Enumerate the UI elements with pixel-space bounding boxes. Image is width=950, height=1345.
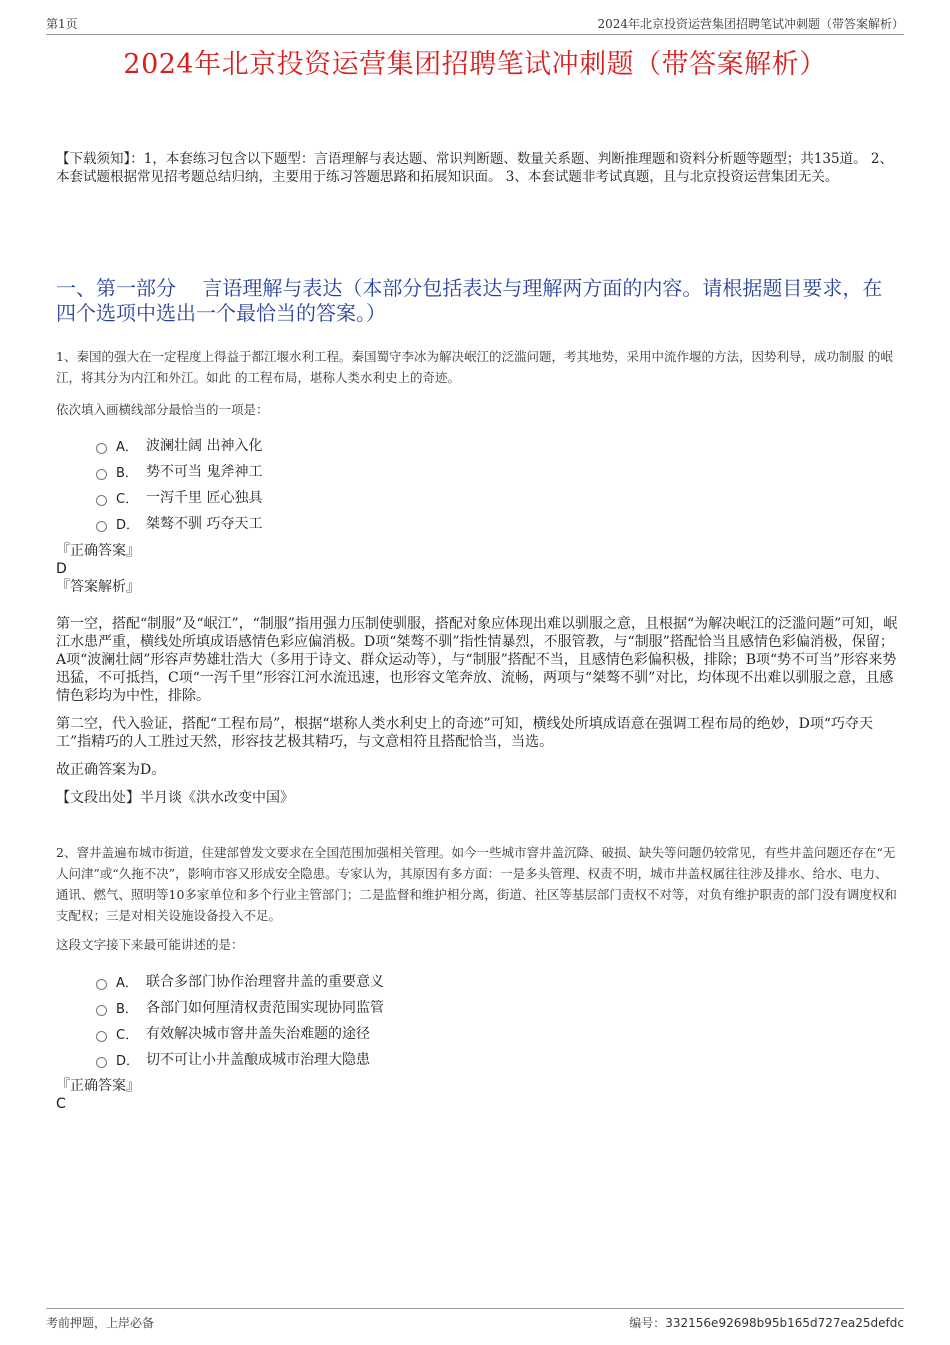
option-text: 各部门如何厘清权责范围实现协同监管 [146, 1000, 384, 1016]
radio-icon[interactable] [96, 495, 107, 506]
question-2-prompt: 这段文字接下来最可能讲述的是： [56, 937, 244, 952]
question-2-answer-block [56, 1077, 898, 1113]
option-text: 波澜壮阔 出神入化 [146, 438, 263, 454]
option-text: 切不可让小井盖酿成城市治理大隐患 [146, 1052, 370, 1068]
question-1-option-c[interactable]: C． 一泻千里 匠心独具 [96, 484, 262, 510]
correct-answer-label: 『正确答案』 [56, 1078, 140, 1094]
question-2-option-b[interactable]: B． 各部门如何厘清权责范围实现协同监管 [96, 994, 384, 1020]
question-1-answer-block [56, 542, 898, 596]
question-1-stem: 1、秦国的强大在一定程度上得益于都江堰水利工程。秦国蜀守李冰为解决岷江的泛滥问题，考其地势，采用中流作堰的方法，因势利导，成功制服 的岷江，将其分为内江和外江。如此 的工程布局，堪称人类水利史上的奇迹。 [56, 349, 893, 385]
radio-icon[interactable] [96, 1005, 107, 1016]
question-1-option-a[interactable]: A． 波澜壮阔 出神入化 [96, 432, 262, 458]
correct-answer: D [56, 561, 67, 577]
radio-icon[interactable] [96, 979, 107, 990]
page-number: 第1页 [46, 17, 78, 31]
radio-icon[interactable] [96, 443, 107, 454]
radio-icon[interactable] [96, 469, 107, 480]
header-doc-title: 2024年北京投资运营集团招聘笔试冲刺题（带答案解析） [597, 17, 904, 31]
analysis-paragraph: 第二空，代入验证，搭配“工程布局”，根据“堪称人类水利史上的奇迹”可知，横线处所填成语意在强调工程布局的绝妙，D项“巧夺天工”指精巧的人工胜过天然，形容技艺极其精巧，与文意相符且搭配恰当，当选。 [56, 716, 874, 750]
option-text: 联合多部门协作治理窨井盖的重要意义 [146, 974, 384, 990]
question-1-prompt: 依次填入画横线部分最恰当的一项是： [56, 402, 269, 417]
question-1-analysis [56, 615, 898, 817]
question-2-stem: 2、窨井盖遍布城市街道，住建部曾发文要求在全国范围加强相关管理。如今一些城市窨井盖沉降、破损、缺失等问题仍较常见，有些井盖问题还存在“无人问津”或“久拖不决”，影响市容又形成安全隐患。专家认为，其原因有多方面：一是多头管理、权责不明，城市井盖权属往往涉及排水、给水、电力、通讯、燃气、照明等10多家单位和多个行业主管部门；二是监督和维护相分离，街道、社区等基层部门责权不对等，对负有维护职责的部门没有调度权和支配权；三是对相关设施设备投入不足。 [56, 845, 897, 923]
download-notice: 【下载须知】：1，本套练习包含以下题型：言语理解与表达题、常识判断题、数量关系题、判断推理题和资料分析题等题型；共135道。 2、本套试题根据常见招考题总结归纳，主要用于练习答题思路和拓展知识面。 3、本套试题非考试真题，且与北京投资运营集团无关。 [56, 151, 893, 185]
question-1-options [96, 432, 262, 536]
section-heading: 一、第一部分 言语理解与表达（本部分包括表达与理解两方面的内容。请根据题目要求，在四个选项中选出一个最恰当的答案。） [56, 276, 883, 325]
option-text: 桀骜不驯 巧夺天工 [146, 516, 263, 532]
option-text: 势不可当 鬼斧神工 [146, 464, 263, 480]
page-footer [46, 1308, 904, 1331]
radio-icon[interactable] [96, 521, 107, 532]
question-1-option-d[interactable]: D． 桀骜不驯 巧夺天工 [96, 510, 262, 536]
analysis-paragraph: 第一空，搭配“制服”及“岷江”，“制服”指用强力压制使驯服，搭配对象应体现出难以驯服之意，且根据“为解决岷江的泛滥问题”可知，岷江水患严重，横线处所填成语感情色彩应偏消极。D项“桀骜不驯”指性情暴烈，不服管教，与“制服”搭配恰当且感情色彩偏消极，保留；A项“波澜壮阔”形容声势雄壮浩大（多用于诗文、群众运动等），与“制服”搭配不当，且感情色彩偏积极，排除；B项“势不可当”形容来势迅猛，不可抵挡，C项“一泻千里”形容江河水流迅速，也形容文笔奔放、流畅，两项与“桀骜不驯”对比，均体现不出难以驯服之意，且感情色彩均为中性，排除。 [56, 616, 898, 704]
question-2-option-c[interactable]: C． 有效解决城市窨井盖失治难题的途径 [96, 1020, 384, 1046]
page-title: 2024年北京投资运营集团招聘笔试冲刺题（带答案解析） [123, 49, 827, 80]
document-code-value: 332156e92698b95b165d727ea25defdc [665, 1316, 904, 1330]
question-1-option-b[interactable]: B． 势不可当 鬼斧神工 [96, 458, 262, 484]
footer-slogan: 考前押题，上岸必备 [46, 1316, 155, 1330]
question-2-option-a[interactable]: A． 联合多部门协作治理窨井盖的重要意义 [96, 968, 384, 994]
question-2-options [96, 968, 384, 1072]
question-2-option-d[interactable]: D． 切不可让小井盖酿成城市治理大隐患 [96, 1046, 384, 1072]
analysis-conclusion: 故正确答案为D。 [56, 762, 166, 778]
page-header [46, 14, 904, 35]
radio-icon[interactable] [96, 1057, 107, 1068]
correct-answer: C [56, 1096, 66, 1112]
option-text: 有效解决城市窨井盖失治难题的途径 [146, 1026, 370, 1042]
source-citation: 【文段出处】半月谈《洪水改变中国》 [56, 790, 294, 806]
document-code: 编号：332156e92698b95b165d727ea25defdc [629, 1316, 904, 1330]
radio-icon[interactable] [96, 1031, 107, 1042]
option-text: 一泻千里 匠心独具 [146, 490, 263, 506]
analysis-label: 『答案解析』 [56, 579, 140, 595]
correct-answer-label: 『正确答案』 [56, 543, 140, 559]
